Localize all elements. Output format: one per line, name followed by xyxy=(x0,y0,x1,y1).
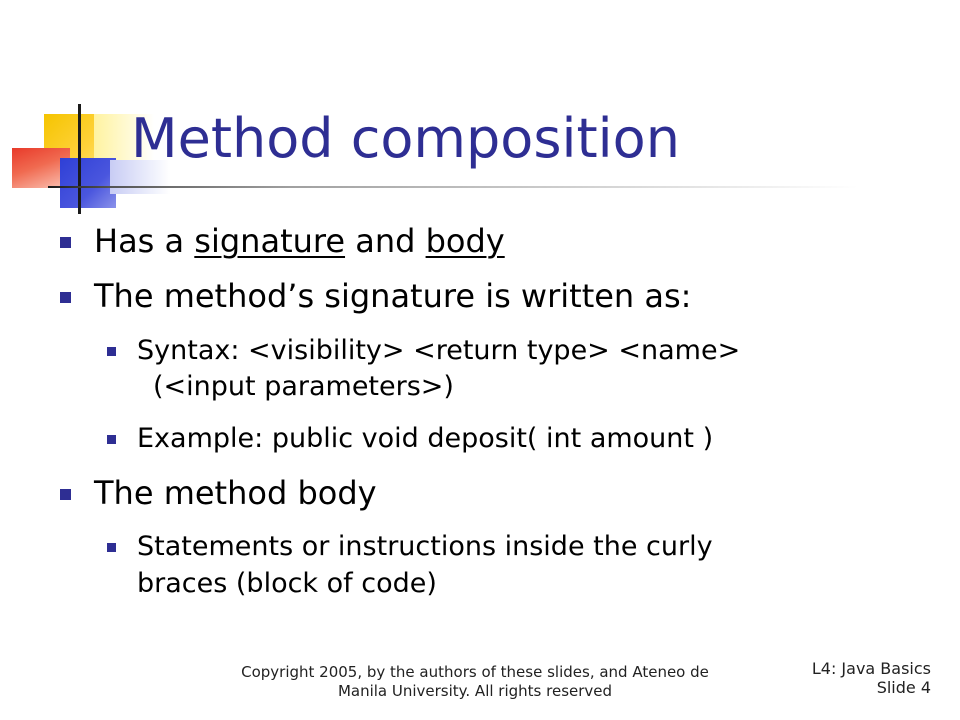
bullet-text: The method’s signature is written as: xyxy=(94,277,692,315)
copyright-line-2: Manila University. All rights reserved xyxy=(337,682,613,700)
slide-title: Method composition xyxy=(131,107,680,170)
bullet-text-part: Has a xyxy=(94,222,195,260)
copyright-footer xyxy=(240,663,710,701)
sub-bullet-text: Example: public void deposit( int amount ) xyxy=(137,423,714,454)
bullet-square-icon xyxy=(107,435,116,444)
slide-number: Slide 4 xyxy=(876,678,931,697)
bullet-text xyxy=(94,222,505,260)
bullet-text: The method body xyxy=(94,474,377,512)
bullet-square-icon xyxy=(107,543,116,552)
slide-footer-info xyxy=(812,659,931,697)
title-underline-rule xyxy=(48,186,858,188)
logo-vertical-line xyxy=(78,104,81,214)
bullet-text-part: and xyxy=(345,222,426,260)
course-label: L4: Java Basics xyxy=(811,659,931,678)
bullet-square-icon xyxy=(60,237,71,248)
logo-blue-square xyxy=(60,158,116,208)
underlined-term-body: body xyxy=(425,222,505,260)
sub-bullet-text-line-1: Statements or instructions inside the curly xyxy=(137,531,713,562)
underlined-term-signature: signature xyxy=(194,222,346,260)
sub-bullet-text-line-1: Syntax: <visibility> <return type> <name> xyxy=(137,335,741,366)
bullet-square-icon xyxy=(60,292,71,303)
copyright-line-1: Copyright 2005, by the authors of these slides, and Ateneo de xyxy=(241,663,709,681)
sub-bullet-text-line-2: braces (block of code) xyxy=(137,568,437,599)
bullet-square-icon xyxy=(107,347,116,356)
bullet-square-icon xyxy=(60,489,71,500)
sub-bullet-text-line-2: (<input parameters>) xyxy=(153,371,454,402)
